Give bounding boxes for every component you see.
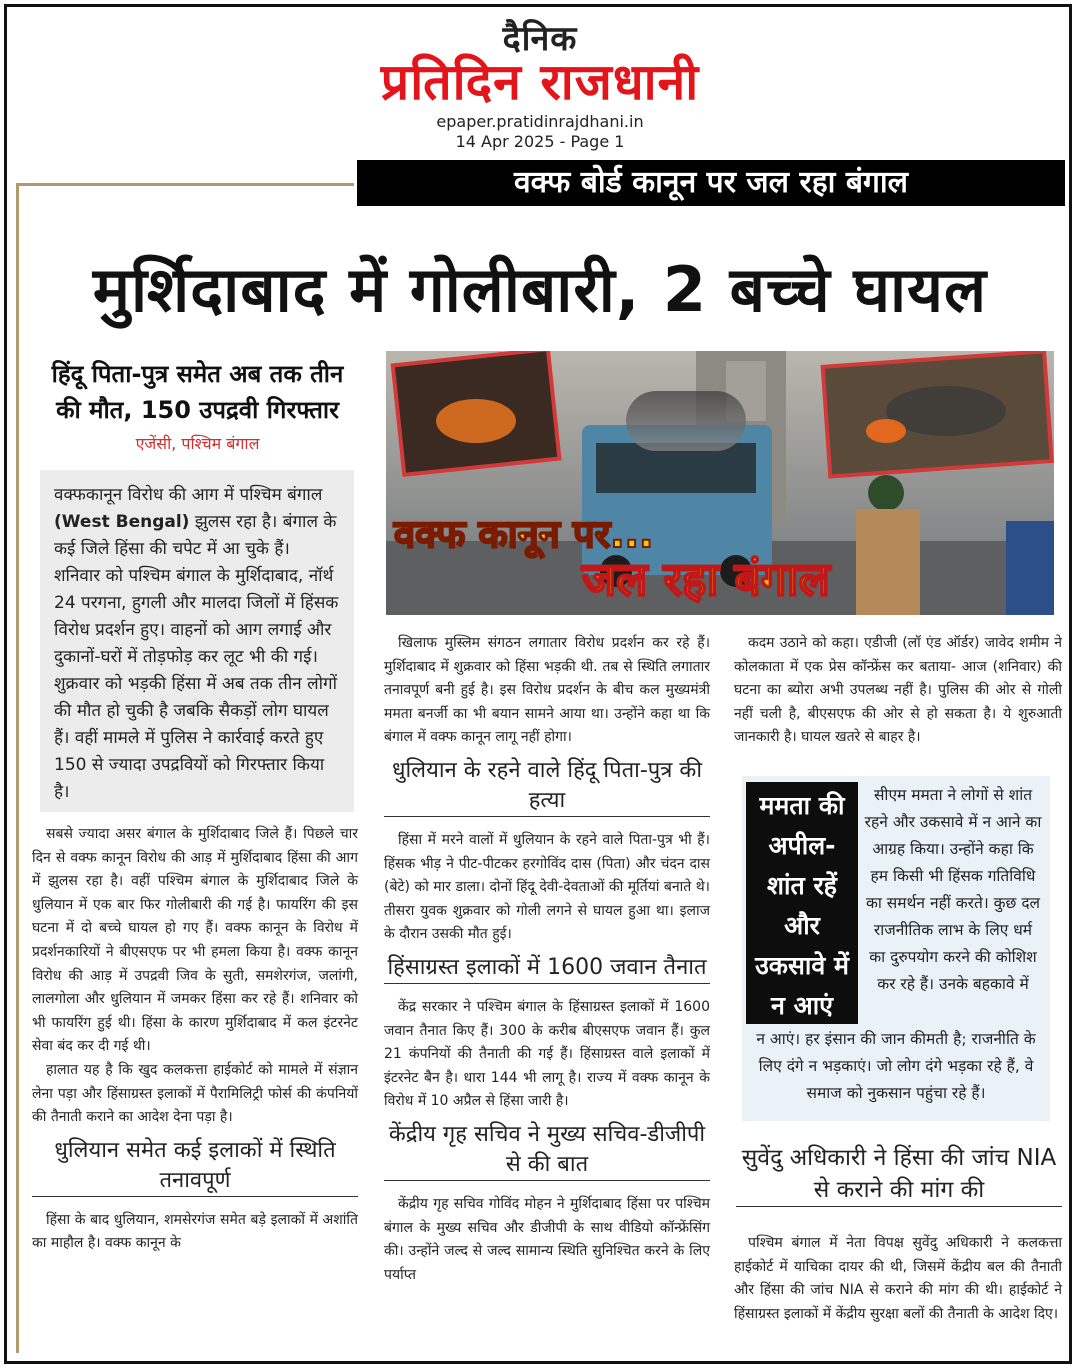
col2-paragraph-4: केंद्रीय गृह सचिव गोविंद मोहन ने मुर्शिदाबाद हिंसा पर पश्चिम बंगाल के मुख्य सचिव और डीजीपी के साथ वीडियो कॉन्फ्रेंसिंग की। उन्होंने जल्द से जल्द सामान्य स्थिति सुनिश्चित करने के लिए पर्याप्त: [384, 1195, 710, 1283]
agency-credit: एजेंसी, पश्चिम बंगाल: [135, 434, 260, 453]
col2-heading-1: धुलियान के रहने वाले हिंदू पिता-पुत्र की हत्या: [384, 756, 710, 817]
col1-paragraph-3: हिंसा के बाद धुलियान, शमसेरगंज समेत बड़े इलाकों में अशांति का माहौल है। वक्फ कानून के: [32, 1211, 358, 1252]
kicker-banner: वक्फ बोर्ड कानून पर जल रहा बंगाल: [357, 160, 1065, 206]
summary-text-1: वक्फकानून विरोध की आग में पश्चिम बंगाल: [54, 485, 323, 505]
site-url[interactable]: epaper.pratidinrajdhani.in: [436, 112, 644, 131]
appeal-text-right: सीएम ममता ने लोगों से शांत रहने और उकसावे में न आने का आग्रह किया। उन्होंने कहा कि हम किसी भी हिंसक गतिविधि का समर्थन नहीं करते। कुछ दल राजनीतिक लाभ के लिए धर्म का दुरुपयोग करने की कोशिश कर रहे हैं। उनके बहकावे में: [864, 786, 1042, 993]
summary-bold: (West Bengal): [54, 512, 190, 532]
column-2: [384, 632, 710, 1287]
col1-paragraph-2: हालात यह है कि खुद कलकत्ता हाईकोर्ट को मामले में संज्ञान लेना पड़ा और हिंसाग्रस्त इलाकों में पैरामिलिट्री फोर्स की कंपनियों की तैनाती कराने का आदेश देना पड़ा है।: [32, 1061, 358, 1126]
appeal-text-bottom: न आएं। हर इंसान की जान कीमती है; राजनीति के लिए दंगे न भड़काएं। जो लोग दंगे भड़का रहे हैं, वे समाज को नुकसान पहुंचा रहे हैं।: [756, 1030, 1036, 1102]
suvendu-heading: सुवेंदु अधिकारी ने हिंसा की जांच NIA से कराने की मांग की: [736, 1142, 1062, 1207]
sub-headline-line-1: हिंदू पिता-पुत्र समेत अब तक तीन: [51, 360, 344, 388]
photo-caption-2: जल रहा बंगाल: [582, 552, 830, 606]
masthead-title: प्रतिदिन राजधानी: [380, 53, 700, 111]
main-headline: मुर्शिदाबाद में गोलीबारी, 2 बच्चे घायल: [92, 253, 988, 326]
suvendu-paragraph: पश्चिम बंगाल में नेता विपक्ष सुवेंदु अधिकारी ने कलकत्ता हाईकोर्ट में याचिका दायर की थी, जिसमें केंद्रीय बल की तैनाती और हिंसा की जांच NIA से कराने की मांग की थी। हाईकोर्ट ने हिंसाग्रस्त इलाकों में केंद्रीय सुरक्षा बलों की तैनाती के आदेश दिए।: [734, 1235, 1062, 1322]
summary-box: [40, 470, 354, 812]
edition-date: 14 Apr 2025 - Page 1: [455, 132, 625, 151]
sub-headline: [30, 356, 365, 428]
edition-meta: [0, 112, 1080, 152]
sub-headline-line-2: की मौत, 150 उपद्रवी गिरफ्तार: [56, 396, 339, 424]
col1-paragraph-1: सबसे ज्यादा असर बंगाल के मुर्शिदाबाद जिले हैं। पिछले चार दिन से वक्फ कानून विरोध की आड़ में मुर्शिदाबाद हिंसा की आग में झुलस रहा है। वहीं पश्चिम बंगाल के मुर्शिदाबाद जिले के धुलियान में एक बार फिर गोलीबारी की गई है। फायरिंग की इस घटना में दो बच्चे घायल हो गए हैं। वक्फ कानून के विरोध में प्रदर्शनकारियों ने बीएसएफ पर भी हमला किया है। वक्फ कानून विरोध की आड़ में उपद्रवी जिव के सुती, समशेरगंज, जलांगी, लालगोला और धुलियान में जमकर हिंसा कर रहे हैं। शनिवार को भी फायरिंग हुई थी। हिंसा के कारण मुर्शिदाबाद में कल इंटरनेट सेवा बंद कर दी गई थी।: [32, 826, 358, 1055]
photo-caption-1: वक्फ कानून पर...: [394, 512, 654, 556]
col2-heading-3: केंद्रीय गृह सचिव ने मुख्य सचिव-डीजीपी से की बात: [384, 1120, 710, 1181]
column-1: [32, 823, 358, 1256]
col1-section-heading: धुलियान समेत कई इलाकों में स्थिति तनावपूर्ण: [32, 1136, 358, 1197]
col3-paragraph-1: कदम उठाने को कहा। एडीजी (लॉ एंड ऑर्डर) जावेद शमीम ने कोलकाता में एक प्रेस कॉन्फ्रेंस कर बताया- आज (शनिवार) की घटना का ब्योरा अभी उपलब्ध नहीं है। पुलिस की ओर से गोली नहीं चली है, बीएसएफ की ओर से हो सकता है। ये शुरुआती जानकारी है। घायल खतरे से बाहर है।: [734, 635, 1062, 746]
summary-text-2: झुलस रहा है। बंगाल के कई जिले हिंसा की चपेट में आ चुके हैं। शनिवार को पश्चिम बंगाल के मुर्शिदाबाद, नॉर्थ 24 परगना, हुगली और मालदा जिलों में हिंसक विरोध प्रदर्शन हुए। वाहनों को आग लगाई और दुकानों-घरों में तोड़फोड़ कर लूट भी की गई। शुक्रवार को भड़की हिंसा में अब तक तीन लोगों की मौत हो चुकी है जबकि सैकड़ों लोग घायल हैं। वहीं मामले में पुलिस ने कार्रवाई करते हुए 150 से ज्यादा उपद्रवियों को गिरफ्तार किया है।: [54, 512, 339, 802]
decorative-rule-vertical: [16, 183, 19, 1353]
col2-paragraph-3: केंद्र सरकार ने पश्चिम बंगाल के हिंसाग्रस्त इलाकों में 1600 जवान तैनात किए हैं। 300 के करीब बीएसएफ जवान हैं। कुल 21 कंपनियों की तैनाती की गई हैं। हिंसाग्रस्त वाले इलाकों में इंटरनेट बैन है। धारा 144 भी लागू है। राज्य में वक्फ कानून के विरोध में 10 अप्रैल से हिंसा जारी है।: [384, 998, 710, 1110]
suvendu-body: [734, 1232, 1062, 1326]
masthead-prefix: दैनिक: [502, 19, 578, 59]
decorative-rule-horizontal: [16, 183, 354, 186]
col2-paragraph-1: खिलाफ मुस्लिम संगठन लगातार विरोध प्रदर्शन कर रहे हैं। मुर्शिदाबाद में शुक्रवार को हिंसा भड़की थी. तब से स्थिति लगातार तनावपूर्ण बनी हुई है। इस विरोध प्रदर्शन के बीच कल मुख्यमंत्री ममता बनर्जी का भी बयान सामने आया था। उन्होंने कहा था कि बंगाल में वक्फ कानून लागू नहीं होगा।: [384, 635, 710, 746]
news-photo: [386, 351, 1054, 615]
appeal-title: ममता की अपील- शांत रहें और उकसावे में न आएं: [746, 782, 858, 1024]
col2-paragraph-2: हिंसा में मरने वालों में धुलियान के रहने वाले पिता-पुत्र भी हैं। हिंसक भीड़ ने पीट-पीटकर हरगोविंद दास (पिता) और चंदन दास (बेटे) को मार डाला। दोनों हिंदू देवी-देवताओं की मूर्तियां बनाते थे। तीसरा युवक शुक्रवार को गोली लगने से घायल हुआ था। इलाज के दौरान उसकी मौत हुई।: [384, 831, 710, 943]
col2-heading-2: हिंसाग्रस्त इलाकों में 1600 जवान तैनात: [384, 953, 710, 984]
column-3: [734, 632, 1062, 750]
